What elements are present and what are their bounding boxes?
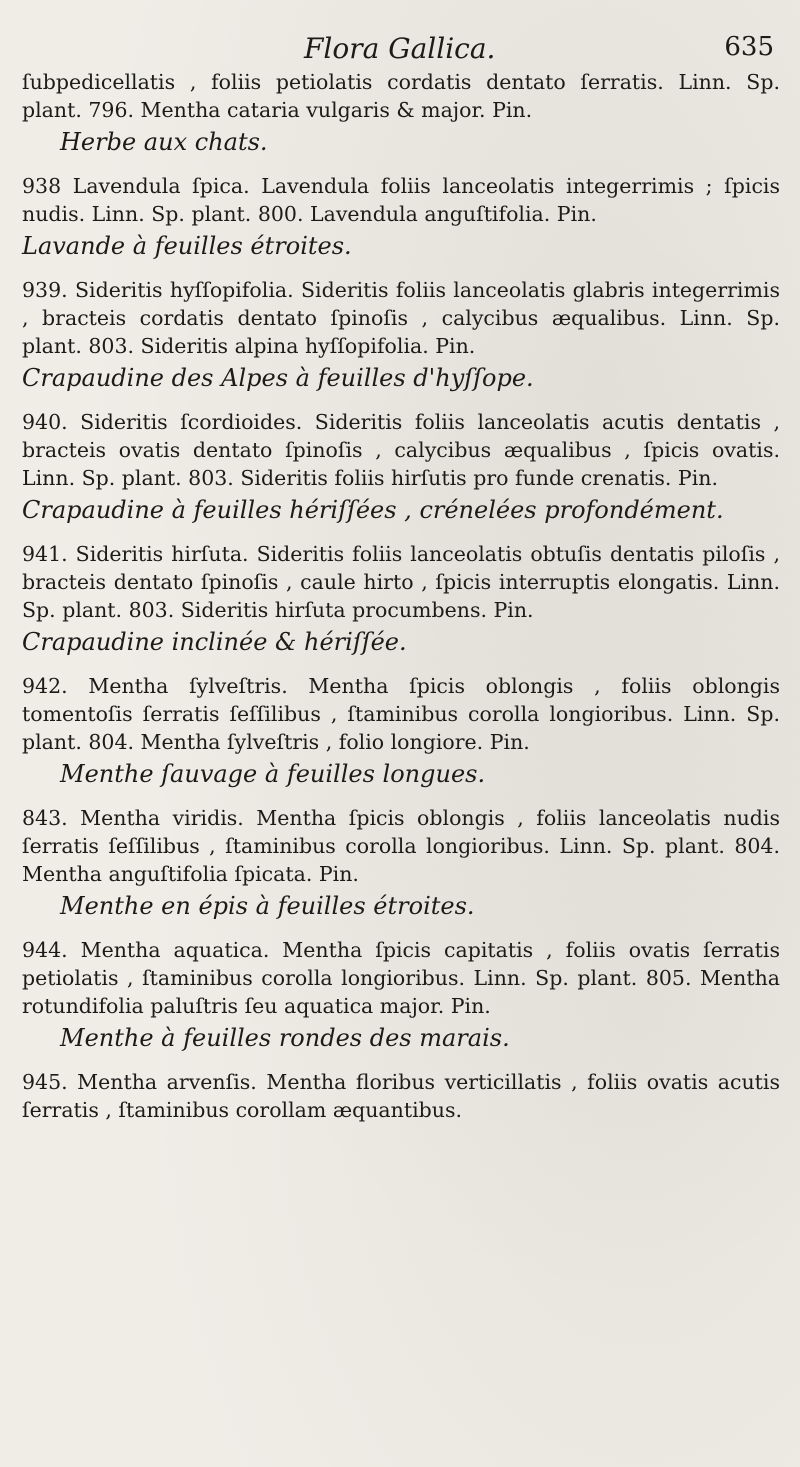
latin-description: 843. Mentha viridis. Mentha ſpicis oblongis , foliis lanceolatis nudis ſerratis ſeſſilibus , ſtaminibus corolla longioribus. Linn. Sp. plant. 804. Mentha anguſtifolia ſpicata. Pin. — [22, 806, 780, 886]
french-name: Crapaudine des Alpes à feuilles d'hyſſope. — [22, 364, 534, 392]
latin-description: 938 Lavendula ſpica. Lavendula foliis lanceolatis integerrimis ; ſpicis nudis. Linn. Sp. plant. 800. Lavendula anguſtifolia. Pin. — [22, 174, 780, 226]
entry-938 — [22, 172, 780, 262]
entry-944 — [22, 936, 780, 1054]
latin-description: 941. Sideritis hirſuta. Sideritis foliis lanceolatis obtuſis dentatis piloſis , bracteis dentato ſpinoſis , caule hirto , ſpicis interruptis elongatis. Linn. Sp. plant. 803. Sideritis hirſuta procumbens. Pin. — [22, 542, 780, 622]
french-name: Crapaudine inclinée & hériſſée. — [22, 628, 407, 656]
french-name: Crapaudine à feuilles hériſſées , crénelées profondément. — [22, 496, 724, 524]
latin-description: 942. Mentha ſylveſtris. Mentha ſpicis oblongis , foliis oblongis tomentoſis ſerratis ſeſſilibus , ſtaminibus corolla longioribus. Linn. Sp. plant. 804. Mentha ſylveſtris , folio longiore. Pin. — [22, 674, 780, 754]
entry-942 — [22, 672, 780, 790]
entry-940 — [22, 408, 780, 526]
french-name: Lavande à feuilles étroites. — [22, 232, 352, 260]
latin-description: 945. Mentha arvenſis. Mentha floribus verticillatis , foliis ovatis acutis ſerratis , ſtaminibus corollam æquantibus. — [22, 1070, 780, 1122]
running-title: Flora Gallica. — [304, 32, 496, 65]
entry-943 — [22, 804, 780, 922]
entry-941 — [22, 540, 780, 658]
french-name: Menthe en épis à feuilles étroites. — [60, 892, 475, 920]
latin-description: 939. Sideritis hyſſopifolia. Sideritis foliis lanceolatis glabris integerrimis , bracteis cordatis dentato ſpinoſis , calycibus æqualibus. Linn. Sp. plant. 803. Sideritis alpina hyſſopifolia. Pin. — [22, 278, 780, 358]
french-name: Menthe ſauvage à feuilles longues. — [60, 760, 486, 788]
french-name: Herbe aux chats. — [60, 128, 268, 156]
french-name: Menthe à feuilles rondes des marais. — [60, 1024, 510, 1052]
latin-description: ſubpedicellatis , foliis petiolatis cordatis dentato ſerratis. Linn. Sp. plant. 796. Mentha cataria vulgaris & major. Pin. — [22, 70, 780, 122]
latin-description: 940. Sideritis ſcordioides. Sideritis foliis lanceolatis acutis dentatis , bracteis ovatis dentato ſpinoſis , calycibus æqualibus , ſpicis ovatis. Linn. Sp. plant. 803. Sideritis foliis hirſutis pro funde crenatis. Pin. — [22, 410, 780, 490]
entry-939 — [22, 276, 780, 394]
page-header — [22, 28, 780, 68]
page-number: 635 — [724, 32, 774, 62]
entry-937 — [22, 68, 780, 158]
latin-description: 944. Mentha aquatica. Mentha ſpicis capitatis , foliis ovatis ſerratis petiolatis , ſtaminibus corolla longioribus. Linn. Sp. plant. 805. Mentha rotundifolia paluſtris ſeu aquatica major. Pin. — [22, 938, 780, 1018]
entry-945 — [22, 1068, 780, 1124]
